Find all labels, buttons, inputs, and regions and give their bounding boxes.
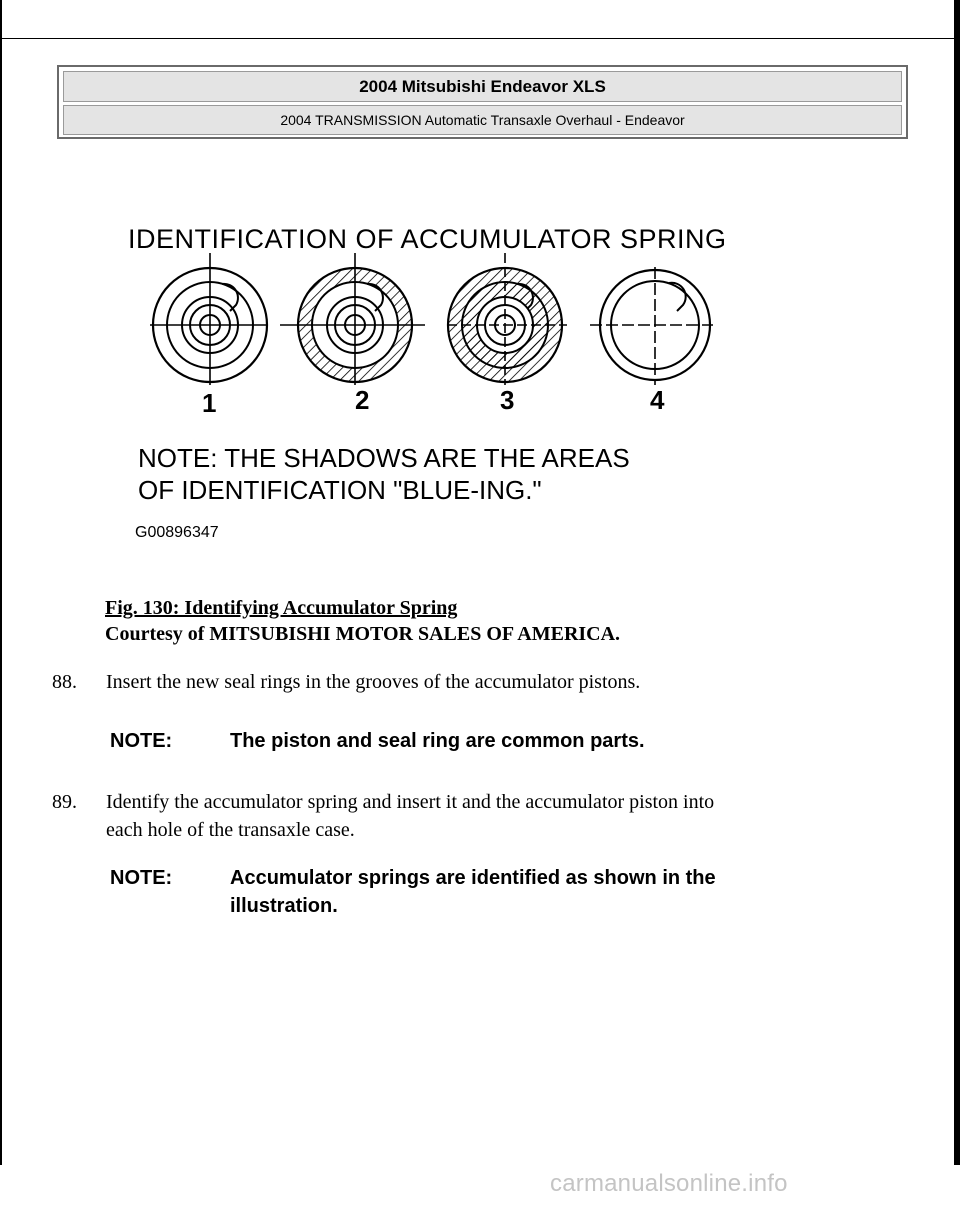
watermark: carmanualsonline.info (550, 1170, 788, 1197)
spring-diagram-4 (590, 267, 713, 385)
accumulator-spring-illustration (120, 215, 760, 555)
page-frame-left (0, 0, 2, 1165)
illustration-note-line-2: OF IDENTIFICATION "BLUE-ING." (138, 475, 542, 505)
figure-courtesy: Courtesy of MITSUBISHI MOTOR SALES OF AMERICA. (105, 623, 621, 645)
figure-caption (105, 595, 620, 647)
step-number: 89. (52, 791, 77, 813)
step-number: 88. (52, 671, 77, 693)
step-text-line-2: each hole of the transaxle case. (106, 819, 355, 841)
header-title: 2004 Mitsubishi Endeavor XLS (63, 71, 902, 102)
spring-label-1: 1 (202, 388, 217, 418)
note-text: The piston and seal ring are common parts. (230, 730, 645, 752)
step-text-line-1: Identify the accumulator spring and insert it and the accumulator piston into (106, 791, 715, 813)
spring-diagram-3 (447, 253, 567, 385)
spring-diagram-1 (150, 253, 268, 385)
document-header (57, 65, 908, 139)
spring-label-4: 4 (650, 385, 665, 415)
note-text-line-1: Accumulator springs are identified as shown in the (230, 867, 716, 889)
illustration-heading: IDENTIFICATION OF ACCUMULATOR SPRING (128, 224, 727, 254)
page-frame-top (0, 38, 960, 39)
step-text: Insert the new seal rings in the grooves of the accumulator pistons. (106, 671, 641, 693)
spring-label-3: 3 (500, 385, 515, 415)
illustration-code: G00896347 (135, 524, 219, 541)
header-subtitle: 2004 TRANSMISSION Automatic Transaxle Overhaul - Endeavor (63, 105, 902, 135)
note-label: NOTE: (110, 730, 173, 752)
spring-label-2: 2 (355, 385, 370, 415)
spring-diagram-2 (280, 253, 425, 385)
note-label: NOTE: (110, 867, 173, 889)
page-frame-right (954, 0, 960, 1165)
note-text-line-2: illustration. (230, 895, 338, 917)
figure-title: Fig. 130: Identifying Accumulator Spring (105, 597, 458, 619)
illustration-note-line-1: NOTE: THE SHADOWS ARE THE AREAS (138, 443, 630, 473)
